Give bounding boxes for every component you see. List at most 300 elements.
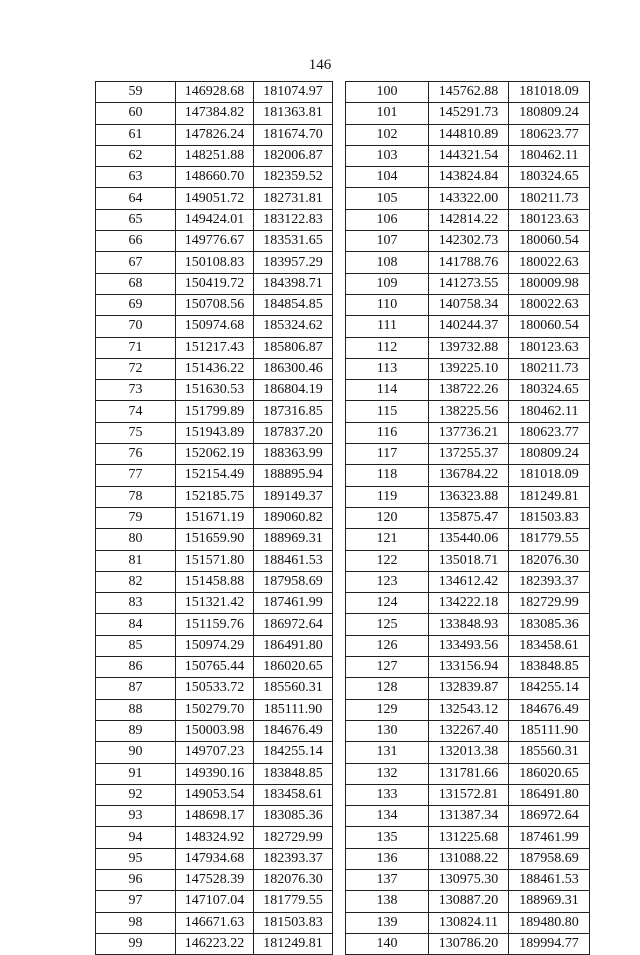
x-coordinate-cell: 150419.72 xyxy=(176,273,254,294)
y-coordinate-cell: 180022.63 xyxy=(509,294,590,315)
table-row xyxy=(346,444,590,465)
point-number-cell: 139 xyxy=(346,912,429,933)
y-coordinate-cell: 181249.81 xyxy=(254,933,333,954)
table-row xyxy=(96,742,333,763)
y-coordinate-cell: 180324.65 xyxy=(509,380,590,401)
point-number-cell: 92 xyxy=(96,784,176,805)
y-coordinate-cell: 188461.53 xyxy=(254,550,333,571)
table-row xyxy=(96,486,333,507)
y-coordinate-cell: 180123.63 xyxy=(509,209,590,230)
point-number-cell: 105 xyxy=(346,188,429,209)
point-number-cell: 72 xyxy=(96,358,176,379)
table-row xyxy=(346,742,590,763)
coordinate-table-right xyxy=(345,81,590,955)
point-number-cell: 80 xyxy=(96,529,176,550)
x-coordinate-cell: 137736.21 xyxy=(429,422,509,443)
y-coordinate-cell: 181018.09 xyxy=(509,82,590,103)
table-row xyxy=(96,145,333,166)
x-coordinate-cell: 144321.54 xyxy=(429,145,509,166)
x-coordinate-cell: 147934.68 xyxy=(176,848,254,869)
y-coordinate-cell: 180009.98 xyxy=(509,273,590,294)
x-coordinate-cell: 149053.54 xyxy=(176,784,254,805)
table-row xyxy=(96,869,333,890)
point-number-cell: 102 xyxy=(346,124,429,145)
point-number-cell: 112 xyxy=(346,337,429,358)
y-coordinate-cell: 181363.81 xyxy=(254,103,333,124)
y-coordinate-cell: 185111.90 xyxy=(509,720,590,741)
point-number-cell: 111 xyxy=(346,316,429,337)
point-number-cell: 77 xyxy=(96,465,176,486)
x-coordinate-cell: 142302.73 xyxy=(429,231,509,252)
point-number-cell: 140 xyxy=(346,933,429,954)
point-number-cell: 108 xyxy=(346,252,429,273)
point-number-cell: 113 xyxy=(346,358,429,379)
table-row xyxy=(346,806,590,827)
y-coordinate-cell: 182393.37 xyxy=(509,571,590,592)
y-coordinate-cell: 187316.85 xyxy=(254,401,333,422)
y-coordinate-cell: 184398.71 xyxy=(254,273,333,294)
y-coordinate-cell: 181674.70 xyxy=(254,124,333,145)
y-coordinate-cell: 180060.54 xyxy=(509,231,590,252)
point-number-cell: 70 xyxy=(96,316,176,337)
point-number-cell: 61 xyxy=(96,124,176,145)
point-number-cell: 86 xyxy=(96,657,176,678)
point-number-cell: 96 xyxy=(96,869,176,890)
x-coordinate-cell: 141788.76 xyxy=(429,252,509,273)
y-coordinate-cell: 189994.77 xyxy=(509,933,590,954)
x-coordinate-cell: 151217.43 xyxy=(176,337,254,358)
point-number-cell: 82 xyxy=(96,571,176,592)
x-coordinate-cell: 150974.68 xyxy=(176,316,254,337)
page-number: 146 xyxy=(308,57,332,73)
table-row xyxy=(346,486,590,507)
y-coordinate-cell: 181018.09 xyxy=(509,465,590,486)
x-coordinate-cell: 147107.04 xyxy=(176,891,254,912)
table-row xyxy=(346,699,590,720)
point-number-cell: 100 xyxy=(346,82,429,103)
x-coordinate-cell: 149051.72 xyxy=(176,188,254,209)
y-coordinate-cell: 180809.24 xyxy=(509,103,590,124)
y-coordinate-cell: 184255.14 xyxy=(509,678,590,699)
point-number-cell: 117 xyxy=(346,444,429,465)
point-number-cell: 95 xyxy=(96,848,176,869)
point-number-cell: 75 xyxy=(96,422,176,443)
x-coordinate-cell: 134222.18 xyxy=(429,593,509,614)
y-coordinate-cell: 187461.99 xyxy=(509,827,590,848)
x-coordinate-cell: 151571.80 xyxy=(176,550,254,571)
coordinate-table-left xyxy=(95,81,333,955)
y-coordinate-cell: 186972.64 xyxy=(509,806,590,827)
table-row xyxy=(346,869,590,890)
x-coordinate-cell: 146223.22 xyxy=(176,933,254,954)
point-number-cell: 135 xyxy=(346,827,429,848)
x-coordinate-cell: 131225.68 xyxy=(429,827,509,848)
table-row xyxy=(96,784,333,805)
x-coordinate-cell: 138225.56 xyxy=(429,401,509,422)
x-coordinate-cell: 132013.38 xyxy=(429,742,509,763)
y-coordinate-cell: 188969.31 xyxy=(254,529,333,550)
point-number-cell: 73 xyxy=(96,380,176,401)
table-row xyxy=(346,231,590,252)
y-coordinate-cell: 187958.69 xyxy=(509,848,590,869)
table-row xyxy=(346,891,590,912)
x-coordinate-cell: 147384.82 xyxy=(176,103,254,124)
y-coordinate-cell: 180022.63 xyxy=(509,252,590,273)
point-number-cell: 62 xyxy=(96,145,176,166)
y-coordinate-cell: 183957.29 xyxy=(254,252,333,273)
y-coordinate-cell: 183531.65 xyxy=(254,231,333,252)
x-coordinate-cell: 130887.20 xyxy=(429,891,509,912)
x-coordinate-cell: 130824.11 xyxy=(429,912,509,933)
y-coordinate-cell: 182731.81 xyxy=(254,188,333,209)
table-row xyxy=(96,444,333,465)
x-coordinate-cell: 146928.68 xyxy=(176,82,254,103)
table-row xyxy=(346,784,590,805)
table-row xyxy=(96,848,333,869)
point-number-cell: 126 xyxy=(346,635,429,656)
x-coordinate-cell: 151799.89 xyxy=(176,401,254,422)
x-coordinate-cell: 130786.20 xyxy=(429,933,509,954)
x-coordinate-cell: 132543.12 xyxy=(429,699,509,720)
table-row xyxy=(346,614,590,635)
table-row xyxy=(346,465,590,486)
table-row xyxy=(346,529,590,550)
x-coordinate-cell: 131572.81 xyxy=(429,784,509,805)
x-coordinate-cell: 150765.44 xyxy=(176,657,254,678)
x-coordinate-cell: 149707.23 xyxy=(176,742,254,763)
point-number-cell: 106 xyxy=(346,209,429,230)
point-number-cell: 78 xyxy=(96,486,176,507)
y-coordinate-cell: 187837.20 xyxy=(254,422,333,443)
x-coordinate-cell: 152154.49 xyxy=(176,465,254,486)
y-coordinate-cell: 186491.80 xyxy=(509,784,590,805)
x-coordinate-cell: 140244.37 xyxy=(429,316,509,337)
table-row xyxy=(346,124,590,145)
y-coordinate-cell: 181503.83 xyxy=(254,912,333,933)
y-coordinate-cell: 183848.85 xyxy=(509,657,590,678)
point-number-cell: 104 xyxy=(346,167,429,188)
y-coordinate-cell: 180211.73 xyxy=(509,358,590,379)
x-coordinate-cell: 139732.88 xyxy=(429,337,509,358)
y-coordinate-cell: 182006.87 xyxy=(254,145,333,166)
x-coordinate-cell: 151659.90 xyxy=(176,529,254,550)
x-coordinate-cell: 151943.89 xyxy=(176,422,254,443)
table-row xyxy=(96,188,333,209)
y-coordinate-cell: 186804.19 xyxy=(254,380,333,401)
y-coordinate-cell: 188461.53 xyxy=(509,869,590,890)
y-coordinate-cell: 183458.61 xyxy=(509,635,590,656)
y-coordinate-cell: 186300.46 xyxy=(254,358,333,379)
x-coordinate-cell: 137255.37 xyxy=(429,444,509,465)
table-row xyxy=(96,507,333,528)
x-coordinate-cell: 150003.98 xyxy=(176,720,254,741)
y-coordinate-cell: 189149.37 xyxy=(254,486,333,507)
y-coordinate-cell: 181779.55 xyxy=(254,891,333,912)
x-coordinate-cell: 133493.56 xyxy=(429,635,509,656)
y-coordinate-cell: 186491.80 xyxy=(254,635,333,656)
x-coordinate-cell: 145291.73 xyxy=(429,103,509,124)
x-coordinate-cell: 151321.42 xyxy=(176,593,254,614)
y-coordinate-cell: 181779.55 xyxy=(509,529,590,550)
x-coordinate-cell: 147528.39 xyxy=(176,869,254,890)
point-number-cell: 90 xyxy=(96,742,176,763)
table-row xyxy=(96,571,333,592)
point-number-cell: 124 xyxy=(346,593,429,614)
table-row xyxy=(96,380,333,401)
table-row xyxy=(346,82,590,103)
y-coordinate-cell: 180623.77 xyxy=(509,124,590,145)
point-number-cell: 132 xyxy=(346,763,429,784)
point-number-cell: 88 xyxy=(96,699,176,720)
x-coordinate-cell: 150533.72 xyxy=(176,678,254,699)
y-coordinate-cell: 184676.49 xyxy=(254,720,333,741)
point-number-cell: 69 xyxy=(96,294,176,315)
table-row xyxy=(96,231,333,252)
point-number-cell: 83 xyxy=(96,593,176,614)
x-coordinate-cell: 148660.70 xyxy=(176,167,254,188)
table-row xyxy=(96,465,333,486)
point-number-cell: 66 xyxy=(96,231,176,252)
x-coordinate-cell: 131781.66 xyxy=(429,763,509,784)
y-coordinate-cell: 187461.99 xyxy=(254,593,333,614)
table-row xyxy=(96,806,333,827)
y-coordinate-cell: 189480.80 xyxy=(509,912,590,933)
y-coordinate-cell: 187958.69 xyxy=(254,571,333,592)
point-number-cell: 125 xyxy=(346,614,429,635)
point-number-cell: 99 xyxy=(96,933,176,954)
y-coordinate-cell: 182729.99 xyxy=(254,827,333,848)
point-number-cell: 116 xyxy=(346,422,429,443)
x-coordinate-cell: 148324.92 xyxy=(176,827,254,848)
table-row xyxy=(346,593,590,614)
y-coordinate-cell: 183085.36 xyxy=(254,806,333,827)
point-number-cell: 68 xyxy=(96,273,176,294)
table-row xyxy=(96,699,333,720)
point-number-cell: 64 xyxy=(96,188,176,209)
y-coordinate-cell: 185806.87 xyxy=(254,337,333,358)
y-coordinate-cell: 180462.11 xyxy=(509,145,590,166)
y-coordinate-cell: 181074.97 xyxy=(254,82,333,103)
point-number-cell: 94 xyxy=(96,827,176,848)
table-row xyxy=(346,316,590,337)
x-coordinate-cell: 151671.19 xyxy=(176,507,254,528)
table-row xyxy=(346,380,590,401)
table-row xyxy=(346,188,590,209)
y-coordinate-cell: 181249.81 xyxy=(509,486,590,507)
point-number-cell: 76 xyxy=(96,444,176,465)
table-row xyxy=(96,358,333,379)
point-number-cell: 67 xyxy=(96,252,176,273)
table-row xyxy=(346,827,590,848)
y-coordinate-cell: 180809.24 xyxy=(509,444,590,465)
table-row xyxy=(96,422,333,443)
point-number-cell: 121 xyxy=(346,529,429,550)
point-number-cell: 59 xyxy=(96,82,176,103)
point-number-cell: 123 xyxy=(346,571,429,592)
point-number-cell: 110 xyxy=(346,294,429,315)
table-row xyxy=(346,550,590,571)
point-number-cell: 81 xyxy=(96,550,176,571)
y-coordinate-cell: 185560.31 xyxy=(254,678,333,699)
y-coordinate-cell: 184676.49 xyxy=(509,699,590,720)
table-row xyxy=(346,422,590,443)
point-number-cell: 107 xyxy=(346,231,429,252)
x-coordinate-cell: 130975.30 xyxy=(429,869,509,890)
y-coordinate-cell: 180123.63 xyxy=(509,337,590,358)
y-coordinate-cell: 186972.64 xyxy=(254,614,333,635)
point-number-cell: 98 xyxy=(96,912,176,933)
point-number-cell: 97 xyxy=(96,891,176,912)
x-coordinate-cell: 152185.75 xyxy=(176,486,254,507)
x-coordinate-cell: 138722.26 xyxy=(429,380,509,401)
x-coordinate-cell: 151436.22 xyxy=(176,358,254,379)
x-coordinate-cell: 144810.89 xyxy=(429,124,509,145)
y-coordinate-cell: 182076.30 xyxy=(254,869,333,890)
point-number-cell: 128 xyxy=(346,678,429,699)
y-coordinate-cell: 188969.31 xyxy=(509,891,590,912)
x-coordinate-cell: 133156.94 xyxy=(429,657,509,678)
table-row xyxy=(96,529,333,550)
table-row xyxy=(346,167,590,188)
table-row xyxy=(346,103,590,124)
x-coordinate-cell: 136323.88 xyxy=(429,486,509,507)
x-coordinate-cell: 135440.06 xyxy=(429,529,509,550)
y-coordinate-cell: 185324.62 xyxy=(254,316,333,337)
table-row xyxy=(96,550,333,571)
x-coordinate-cell: 150708.56 xyxy=(176,294,254,315)
x-coordinate-cell: 150974.29 xyxy=(176,635,254,656)
x-coordinate-cell: 135875.47 xyxy=(429,507,509,528)
point-number-cell: 60 xyxy=(96,103,176,124)
point-number-cell: 103 xyxy=(346,145,429,166)
y-coordinate-cell: 184255.14 xyxy=(254,742,333,763)
y-coordinate-cell: 180060.54 xyxy=(509,316,590,337)
x-coordinate-cell: 133848.93 xyxy=(429,614,509,635)
table-row xyxy=(346,337,590,358)
table-row xyxy=(346,209,590,230)
table-row xyxy=(96,614,333,635)
table-row xyxy=(346,273,590,294)
table-row xyxy=(96,401,333,422)
table-row xyxy=(96,891,333,912)
point-number-cell: 79 xyxy=(96,507,176,528)
table-row xyxy=(346,401,590,422)
table-row xyxy=(346,571,590,592)
table-row xyxy=(96,209,333,230)
point-number-cell: 136 xyxy=(346,848,429,869)
y-coordinate-cell: 188895.94 xyxy=(254,465,333,486)
point-number-cell: 85 xyxy=(96,635,176,656)
point-number-cell: 71 xyxy=(96,337,176,358)
table-row xyxy=(346,358,590,379)
table-row xyxy=(346,145,590,166)
x-coordinate-cell: 151458.88 xyxy=(176,571,254,592)
table-row xyxy=(346,294,590,315)
table-row xyxy=(346,720,590,741)
x-coordinate-cell: 149390.16 xyxy=(176,763,254,784)
x-coordinate-cell: 146671.63 xyxy=(176,912,254,933)
y-coordinate-cell: 182076.30 xyxy=(509,550,590,571)
x-coordinate-cell: 134612.42 xyxy=(429,571,509,592)
table-row xyxy=(96,337,333,358)
point-number-cell: 118 xyxy=(346,465,429,486)
y-coordinate-cell: 188363.99 xyxy=(254,444,333,465)
y-coordinate-cell: 186020.65 xyxy=(254,657,333,678)
table-row xyxy=(96,167,333,188)
x-coordinate-cell: 140758.34 xyxy=(429,294,509,315)
point-number-cell: 114 xyxy=(346,380,429,401)
table-row xyxy=(96,593,333,614)
point-number-cell: 122 xyxy=(346,550,429,571)
table-row xyxy=(96,273,333,294)
x-coordinate-cell: 147826.24 xyxy=(176,124,254,145)
y-coordinate-cell: 182393.37 xyxy=(254,848,333,869)
point-number-cell: 89 xyxy=(96,720,176,741)
x-coordinate-cell: 145762.88 xyxy=(429,82,509,103)
point-number-cell: 138 xyxy=(346,891,429,912)
x-coordinate-cell: 150279.70 xyxy=(176,699,254,720)
x-coordinate-cell: 141273.55 xyxy=(429,273,509,294)
point-number-cell: 84 xyxy=(96,614,176,635)
x-coordinate-cell: 135018.71 xyxy=(429,550,509,571)
table-row xyxy=(96,294,333,315)
table-row xyxy=(346,763,590,784)
y-coordinate-cell: 180623.77 xyxy=(509,422,590,443)
point-number-cell: 91 xyxy=(96,763,176,784)
x-coordinate-cell: 142814.22 xyxy=(429,209,509,230)
y-coordinate-cell: 183458.61 xyxy=(254,784,333,805)
y-coordinate-cell: 186020.65 xyxy=(509,763,590,784)
x-coordinate-cell: 143824.84 xyxy=(429,167,509,188)
table-row xyxy=(96,763,333,784)
point-number-cell: 134 xyxy=(346,806,429,827)
table-row xyxy=(96,827,333,848)
x-coordinate-cell: 150108.83 xyxy=(176,252,254,273)
y-coordinate-cell: 182359.52 xyxy=(254,167,333,188)
x-coordinate-cell: 151159.76 xyxy=(176,614,254,635)
table-row xyxy=(96,912,333,933)
point-number-cell: 65 xyxy=(96,209,176,230)
table-row xyxy=(96,933,333,954)
point-number-cell: 120 xyxy=(346,507,429,528)
table-row xyxy=(346,657,590,678)
table-row xyxy=(96,124,333,145)
point-number-cell: 131 xyxy=(346,742,429,763)
x-coordinate-cell: 131387.34 xyxy=(429,806,509,827)
y-coordinate-cell: 180462.11 xyxy=(509,401,590,422)
table-row xyxy=(96,657,333,678)
x-coordinate-cell: 151630.53 xyxy=(176,380,254,401)
x-coordinate-cell: 149776.67 xyxy=(176,231,254,252)
x-coordinate-cell: 136784.22 xyxy=(429,465,509,486)
y-coordinate-cell: 183122.83 xyxy=(254,209,333,230)
y-coordinate-cell: 189060.82 xyxy=(254,507,333,528)
y-coordinate-cell: 183085.36 xyxy=(509,614,590,635)
y-coordinate-cell: 183848.85 xyxy=(254,763,333,784)
x-coordinate-cell: 149424.01 xyxy=(176,209,254,230)
point-number-cell: 129 xyxy=(346,699,429,720)
point-number-cell: 87 xyxy=(96,678,176,699)
table-row xyxy=(346,848,590,869)
table-row xyxy=(96,678,333,699)
point-number-cell: 101 xyxy=(346,103,429,124)
table-row xyxy=(96,316,333,337)
point-number-cell: 127 xyxy=(346,657,429,678)
table-row xyxy=(346,507,590,528)
y-coordinate-cell: 181503.83 xyxy=(509,507,590,528)
x-coordinate-cell: 132839.87 xyxy=(429,678,509,699)
y-coordinate-cell: 185111.90 xyxy=(254,699,333,720)
